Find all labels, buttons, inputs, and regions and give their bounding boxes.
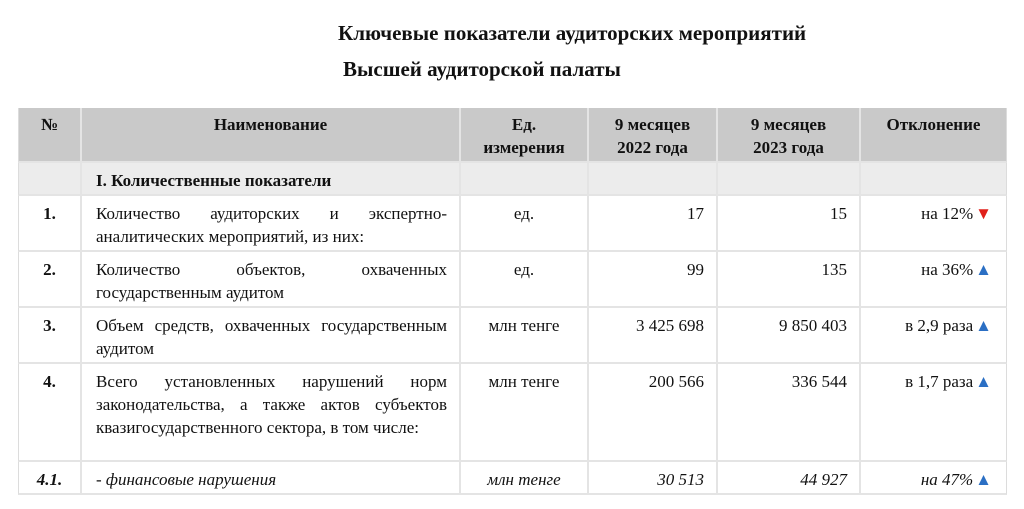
row-name: Количество объектов, охваченных государственным аудитом bbox=[82, 252, 461, 308]
table-row bbox=[18, 364, 1007, 462]
triangle-down-icon: ▼ bbox=[975, 204, 992, 223]
row-value-2023: 15 bbox=[718, 196, 861, 252]
row-num: 4. bbox=[18, 364, 82, 462]
header-period-2023-line1: 9 месяцев bbox=[750, 115, 827, 134]
row-unit: млн тенге bbox=[461, 308, 589, 364]
row-num: 1. bbox=[18, 196, 82, 252]
row-unit: ед. bbox=[461, 252, 589, 308]
row-value-2022: 3 425 698 bbox=[589, 308, 718, 364]
header-period-2022 bbox=[589, 108, 718, 163]
row-unit: млн тенге bbox=[461, 462, 589, 495]
row-deviation-text: в 2,9 раза bbox=[905, 316, 974, 335]
row-value-2023: 44 927 bbox=[718, 462, 861, 495]
table-row bbox=[18, 252, 1007, 308]
header-period-2023-line2: 2023 года bbox=[753, 138, 824, 157]
row-value-2022: 99 bbox=[589, 252, 718, 308]
section-row bbox=[18, 163, 1007, 196]
header-unit bbox=[461, 108, 589, 163]
row-name: Всего установленных нарушений норм законодательства, а также актов субъектов квазигосударственного сектора, в том числе: bbox=[82, 364, 461, 462]
row-deviation bbox=[861, 462, 1007, 495]
row-value-2023: 9 850 403 bbox=[718, 308, 861, 364]
triangle-up-icon: ▲ bbox=[975, 470, 992, 489]
row-value-2023: 336 544 bbox=[718, 364, 861, 462]
header-period-2022-line1: 9 месяцев bbox=[614, 115, 691, 134]
table-row bbox=[18, 462, 1007, 495]
row-deviation-text: в 1,7 раза bbox=[905, 372, 974, 391]
row-value-2023: 135 bbox=[718, 252, 861, 308]
header-unit-line2: измерения bbox=[483, 138, 565, 157]
triangle-up-icon: ▲ bbox=[975, 316, 992, 335]
row-num: 3. bbox=[18, 308, 82, 364]
table-row bbox=[18, 196, 1007, 252]
page-title-line2: Высшей аудиторской палаты bbox=[343, 57, 621, 81]
row-value-2022: 200 566 bbox=[589, 364, 718, 462]
row-deviation-text: на 47% bbox=[920, 470, 974, 489]
row-deviation bbox=[861, 364, 1007, 462]
row-unit: ед. bbox=[461, 196, 589, 252]
row-value-2022: 30 513 bbox=[589, 462, 718, 495]
row-num: 4.1. bbox=[18, 462, 82, 495]
kpi-table bbox=[18, 108, 1007, 495]
header-name: Наименование bbox=[82, 108, 461, 163]
row-name: Объем средств, охваченных государственным аудитом bbox=[82, 308, 461, 364]
triangle-up-icon: ▲ bbox=[975, 372, 992, 391]
row-value-2022: 17 bbox=[589, 196, 718, 252]
header-unit-line1: Ед. bbox=[511, 115, 537, 134]
triangle-up-icon: ▲ bbox=[975, 260, 992, 279]
row-name: Количество аудиторских и экспертно-аналитических мероприятий, из них: bbox=[82, 196, 461, 252]
row-deviation bbox=[861, 308, 1007, 364]
page-title-line1: Ключевые показатели аудиторских мероприятий bbox=[338, 21, 807, 45]
row-deviation-text: на 36% bbox=[921, 260, 974, 279]
row-deviation bbox=[861, 196, 1007, 252]
header-period-2023 bbox=[718, 108, 861, 163]
row-name: - финансовые нарушения bbox=[82, 462, 461, 495]
table-row bbox=[18, 308, 1007, 364]
header-num: № bbox=[18, 108, 82, 163]
header-period-2022-line2: 2022 года bbox=[617, 138, 688, 157]
section-title: I. Количественные показатели bbox=[82, 163, 461, 196]
row-deviation bbox=[861, 252, 1007, 308]
row-unit: млн тенге bbox=[461, 364, 589, 462]
row-deviation-text: на 12% bbox=[921, 204, 974, 223]
row-num: 2. bbox=[18, 252, 82, 308]
table-header-row bbox=[18, 108, 1007, 163]
header-deviation: Отклонение bbox=[861, 108, 1007, 163]
